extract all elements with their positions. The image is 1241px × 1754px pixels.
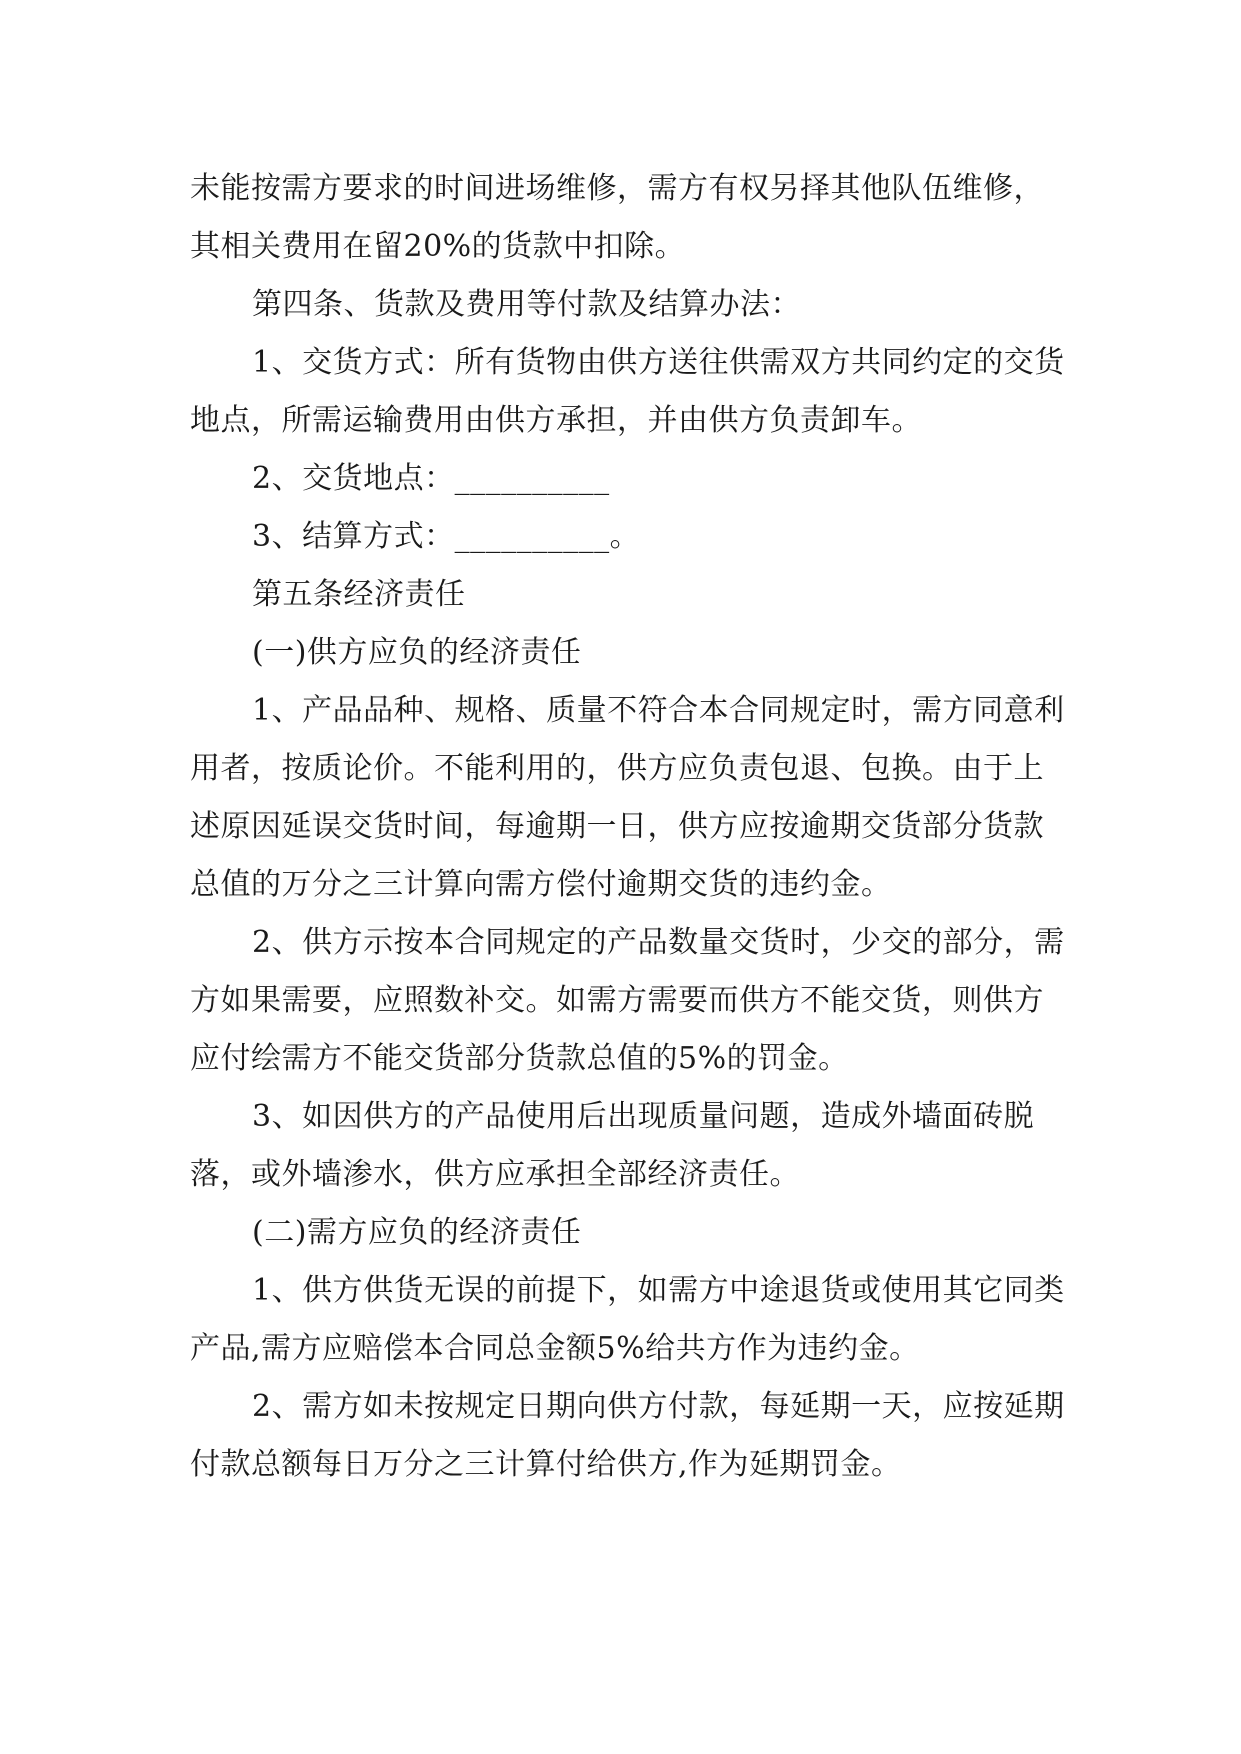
paragraph: 2、需方如未按规定日期向供方付款，每延期一天，应按延期付款总额每日万分之三计算付给供方,作为延期罚金。 <box>190 1389 1065 1482</box>
delivery-location-line: 2、交货地点：__________ <box>252 461 610 496</box>
document-body <box>190 160 1070 1494</box>
section-heading-article-5: 第五条经济责任 <box>252 577 466 612</box>
subsection-heading-buyer: (二)需方应负的经济责任 <box>252 1215 582 1250</box>
paragraph: 1、产品品种、规格、质量不符合本合同规定时，需方同意利用者，按质论价。不能利用的，供方应负责包退、包换。由于上述原因延误交货时间，每逾期一日，供方应按逾期交货部分货款总值的万分之三计算向需方偿付逾期交货的违约金。 <box>190 693 1065 902</box>
paragraph: 1、供方供货无误的前提下，如需方中途退货或使用其它同类产品,需方应赔偿本合同总金额5%给共方作为违约金。 <box>190 1273 1065 1366</box>
section-heading-article-4: 第四条、货款及费用等付款及结算办法： <box>252 287 801 322</box>
paragraph: 1、交货方式：所有货物由供方送往供需双方共同约定的交货地点，所需运输费用由供方承担，并由供方负责卸车。 <box>190 345 1065 438</box>
paragraph: 2、供方示按本合同规定的产品数量交货时，少交的部分，需方如果需要，应照数补交。如需方需要而供方不能交货，则供方应付绘需方不能交货部分货款总值的5%的罚金。 <box>190 925 1065 1076</box>
subsection-heading-supplier: (一)供方应负的经济责任 <box>252 635 582 670</box>
paragraph: 3、如因供方的产品使用后出现质量问题，造成外墙面砖脱落，或外墙渗水，供方应承担全部经济责任。 <box>190 1099 1035 1192</box>
paragraph: 未能按需方要求的时间进场维修，需方有权另择其他队伍维修，其相关费用在留20%的货款中扣除。 <box>190 171 1044 264</box>
settlement-method-line: 3、结算方式：__________。 <box>252 519 641 554</box>
